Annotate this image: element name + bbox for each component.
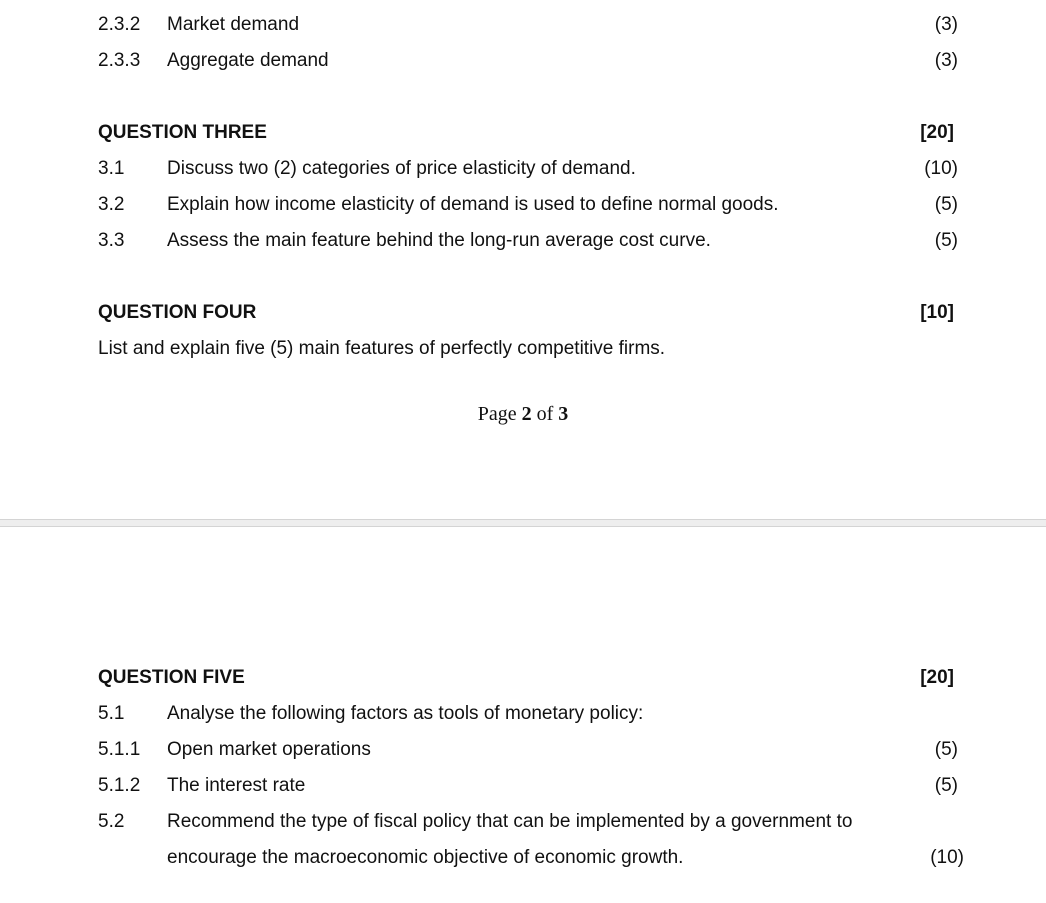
question-heading: QUESTION FOUR [98, 302, 257, 323]
question-item [0, 699, 1046, 729]
item-number: 3.2 [98, 194, 125, 215]
item-number: 5.2 [98, 811, 125, 832]
item-marks: (10) [924, 158, 958, 179]
question-item-continuation [0, 843, 1046, 873]
item-text: Discuss two (2) categories of price elasticity of demand. [167, 158, 636, 179]
item-marks: (5) [934, 775, 958, 796]
question-item [0, 190, 1046, 220]
item-number: 3.3 [98, 230, 125, 251]
question-item [0, 226, 1046, 256]
question-four-body [0, 334, 1046, 364]
item-text: Analyse the following factors as tools of monetary policy: [167, 703, 644, 724]
question-four-header [0, 298, 1046, 328]
question-item [0, 807, 1046, 837]
item-marks: (10) [930, 847, 964, 868]
item-number: 5.1.2 [98, 775, 141, 796]
item-text: Assess the main feature behind the long-run average cost curve. [167, 230, 711, 251]
question-item [0, 10, 1046, 40]
question-text: List and explain five (5) main features of perfectly competitive firms. [98, 338, 666, 359]
item-marks: (5) [934, 194, 958, 215]
page-footer [0, 400, 1046, 428]
item-text: encourage the macroeconomic objective of economic growth. [167, 847, 684, 868]
item-number: 2.3.3 [98, 50, 141, 71]
question-heading: QUESTION THREE [98, 122, 267, 143]
item-number: 5.1.1 [98, 739, 141, 760]
footer-current-page: 2 [521, 403, 532, 425]
item-number: 3.1 [98, 158, 125, 179]
item-text: Recommend the type of fiscal policy that can be implemented by a government to [167, 811, 853, 832]
question-item [0, 771, 1046, 801]
item-number: 2.3.2 [98, 14, 141, 35]
question-total: [10] [920, 302, 954, 323]
page-separator [0, 519, 1046, 527]
item-text: The interest rate [167, 775, 306, 796]
item-number: 5.1 [98, 703, 125, 724]
question-item [0, 154, 1046, 184]
item-text: Market demand [167, 14, 300, 35]
item-marks: (3) [934, 14, 958, 35]
question-item [0, 735, 1046, 765]
item-marks: (5) [934, 739, 958, 760]
item-text: Explain how income elasticity of demand is used to define normal goods. [167, 194, 779, 215]
question-heading: QUESTION FIVE [98, 667, 245, 688]
question-item [0, 46, 1046, 76]
footer-prefix: Page [477, 403, 517, 425]
question-five-header [0, 663, 1046, 693]
question-three-header [0, 118, 1046, 148]
item-marks: (3) [934, 50, 958, 71]
question-total: [20] [920, 667, 954, 688]
item-text: Open market operations [167, 739, 371, 760]
item-text: Aggregate demand [167, 50, 329, 71]
item-marks: (5) [934, 230, 958, 251]
question-total: [20] [920, 122, 954, 143]
footer-total-pages: 3 [558, 403, 569, 425]
footer-of: of [536, 403, 554, 425]
